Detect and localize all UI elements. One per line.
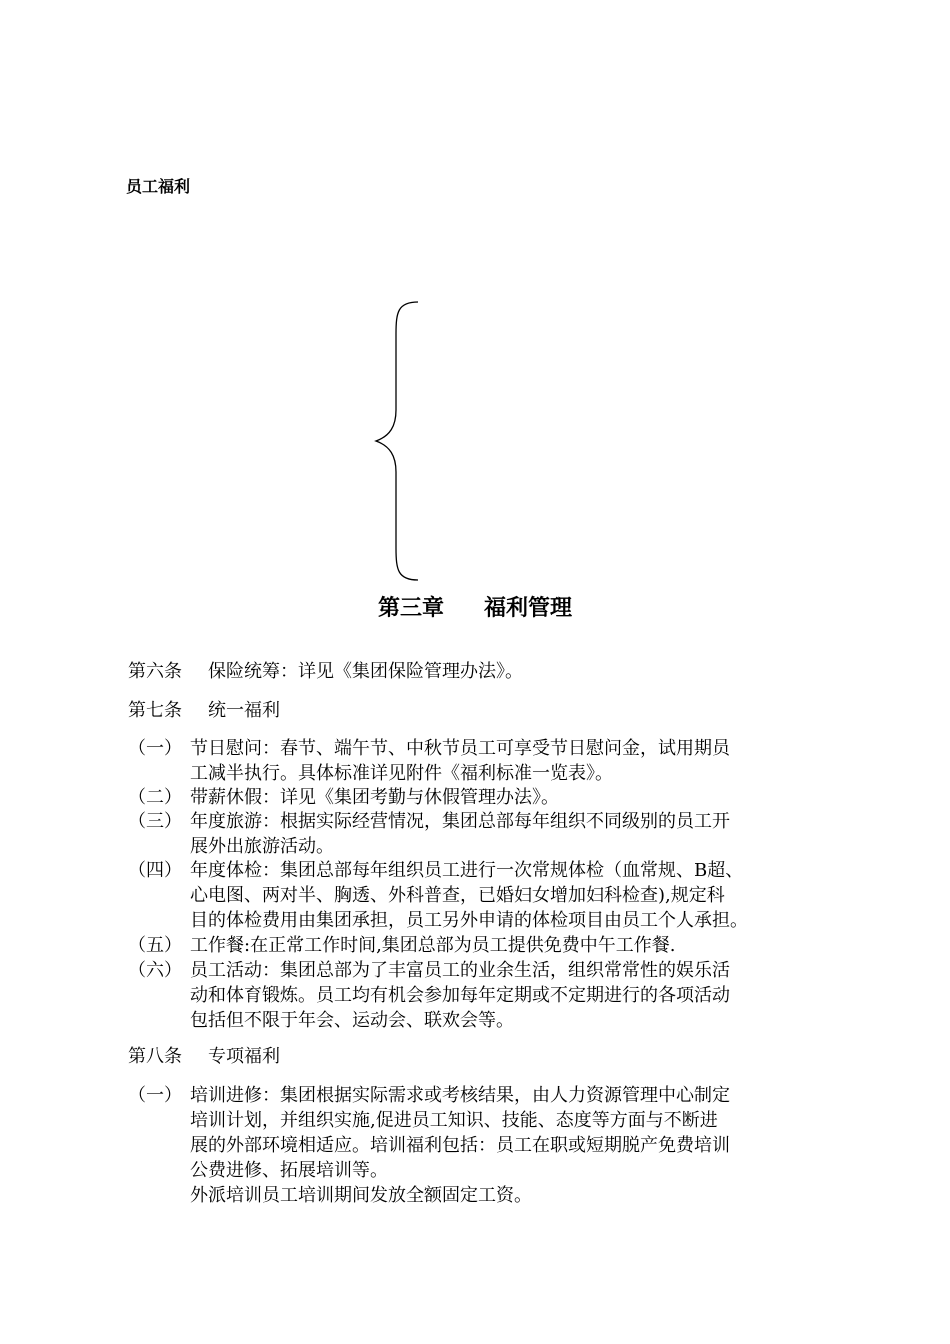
list-item-line: 工减半执行。具体标准详见附件《福利标准一览表》。 <box>190 763 613 784</box>
list-item-number: （四） <box>128 860 182 881</box>
list-item-line: 展外出旅游活动。 <box>190 836 334 857</box>
list-item-line: 动和体育锻炼。员工均有机会参加每年定期或不定期进行的各项活动 <box>190 985 730 1006</box>
list-item-line: 心电图、两对半、胸透、外科普查，已婚妇女增加妇科检查),规定科 <box>190 885 725 906</box>
article-7 <box>128 698 280 724</box>
list-item-number: （三） <box>128 811 182 832</box>
chapter-heading <box>0 594 950 624</box>
chapter-title: 福利管理 <box>484 596 573 621</box>
list-item-line: 员工活动：集团总部为了丰富员工的业余生活，组织常常性的娱乐活 <box>190 960 730 981</box>
list-item-line: 工作餐:在正常工作时间,集团总部为员工提供免费中午工作餐. <box>190 935 676 956</box>
document-header: 员工福利 <box>126 177 191 196</box>
article-text: 保险统筹：详见《集团保险管理办法》。 <box>208 661 523 682</box>
list-item-line: 包括但不限于年会、运动会、联欢会等。 <box>190 1010 514 1031</box>
list-item-line: 展的外部环境相适应。培训福利包括：员工在职或短期脱产免费培训 <box>190 1135 730 1156</box>
article-text: 统一福利 <box>208 700 280 721</box>
list-item-number: （二） <box>128 787 182 808</box>
chapter-number: 第三章 <box>377 596 444 621</box>
list-item-line: 目的体检费用由集团承担，员工另外申请的体检项目由员工个人承担。 <box>190 910 748 931</box>
list-item-line: 带薪休假：详见《集团考勤与休假管理办法》。 <box>190 787 559 808</box>
list-item-number: （六） <box>128 960 182 981</box>
list-item-number: （一） <box>128 738 182 759</box>
list-item-line: 年度旅游：根据实际经营情况，集团总部每年组织不同级别的员工开 <box>190 811 730 832</box>
article-6 <box>128 659 523 685</box>
article-number: 第七条 <box>128 700 182 721</box>
list-item-line: 节日慰问：春节、端午节、中秋节员工可享受节日慰问金，试用期员 <box>190 738 730 759</box>
list-item-line: 年度体检：集团总部每年组织员工进行一次常规体检（血常规、B超、 <box>190 860 744 881</box>
list-item-number: （一） <box>128 1085 182 1106</box>
article-8 <box>128 1044 280 1070</box>
article-number: 第八条 <box>128 1046 182 1067</box>
article-number: 第六条 <box>128 661 182 682</box>
list-item-line: 公费进修、拓展培训等。 <box>190 1160 388 1181</box>
article-text: 专项福利 <box>208 1046 280 1067</box>
list-item-line: 外派培训员工培训期间发放全额固定工资。 <box>190 1185 532 1206</box>
curly-brace-decoration <box>368 300 428 582</box>
list-item-number: （五） <box>128 935 182 956</box>
list-item-line: 培训计划，并组织实施,促进员工知识、技能、态度等方面与不断进 <box>190 1110 718 1131</box>
list-item-line: 培训进修：集团根据实际需求或考核结果，由人力资源管理中心制定 <box>190 1085 730 1106</box>
